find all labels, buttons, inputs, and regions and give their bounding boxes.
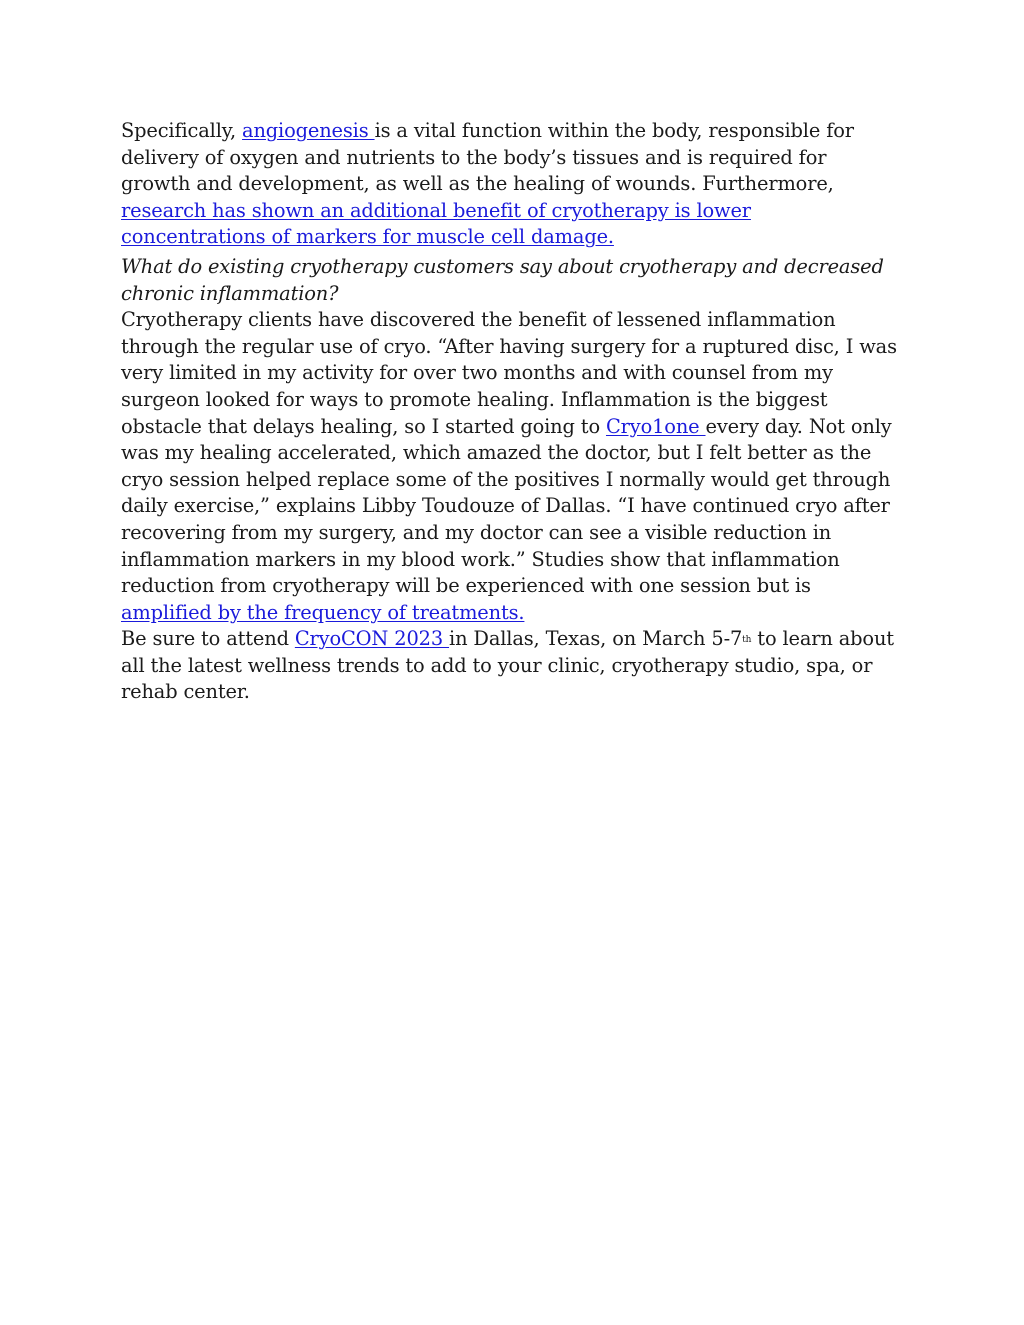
cryo1one-link[interactable]: Cryo1one (605, 414, 706, 438)
paragraph-text: Specifically, (121, 119, 243, 142)
document-body (121, 118, 901, 706)
ordinal-suffix: th (742, 635, 752, 646)
frequency-link[interactable]: amplified by the frequency of treatments. (121, 600, 525, 624)
paragraph-text: in Dallas, Texas, on March 5-7 (449, 627, 743, 651)
paragraph-text: is a vital function within the body, responsible for delivery of oxygen and nutrients to the body’s tissues and is required for growth and development, as well as the healing of wounds. Furthermore, (121, 119, 854, 196)
paragraph-text: every day. Not only was my healing accelerated, which amazed the doctor, but I felt better as the cryo session helped replace some of the positives I normally would get through daily exercise,” explains Libby Toudouze of Dallas. “I have continued cryo after recovering from my surgery, and my doctor can see a visible reduction in inflammation markers in my blood work.” Studies show that inflammation reduction from cryotherapy will be experienced with one session but is (121, 414, 892, 598)
paragraph-angiogenesis (121, 118, 901, 251)
paragraph-text: Cryotherapy clients have discovered the benefit of lessened inflammation through the regular use of cryo. “After having surgery for a ruptured disc, I was very limited in my activity for over two months and with counsel from my surgeon looked for ways to promote healing. Inflammation is the biggest obstacle that delays healing, so I started going to (121, 308, 897, 438)
research-link[interactable]: research has shown an additional benefit of cryotherapy is lower concentrations of markers for muscle cell damage. (121, 198, 751, 249)
paragraph-testimonial (121, 307, 901, 626)
paragraph-cryocon (121, 626, 901, 706)
angiogenesis-link[interactable]: angiogenesis (242, 119, 375, 142)
paragraph-text: Be sure to attend (121, 627, 295, 651)
paragraph-text: to learn about all the latest wellness trends to add to your clinic, cryotherapy studio, spa, or rehab center. (121, 627, 894, 704)
section-question: What do existing cryotherapy customers say about cryotherapy and decreased chronic inflammation? (121, 254, 884, 305)
cryocon-link[interactable]: CryoCON 2023 (294, 627, 450, 651)
